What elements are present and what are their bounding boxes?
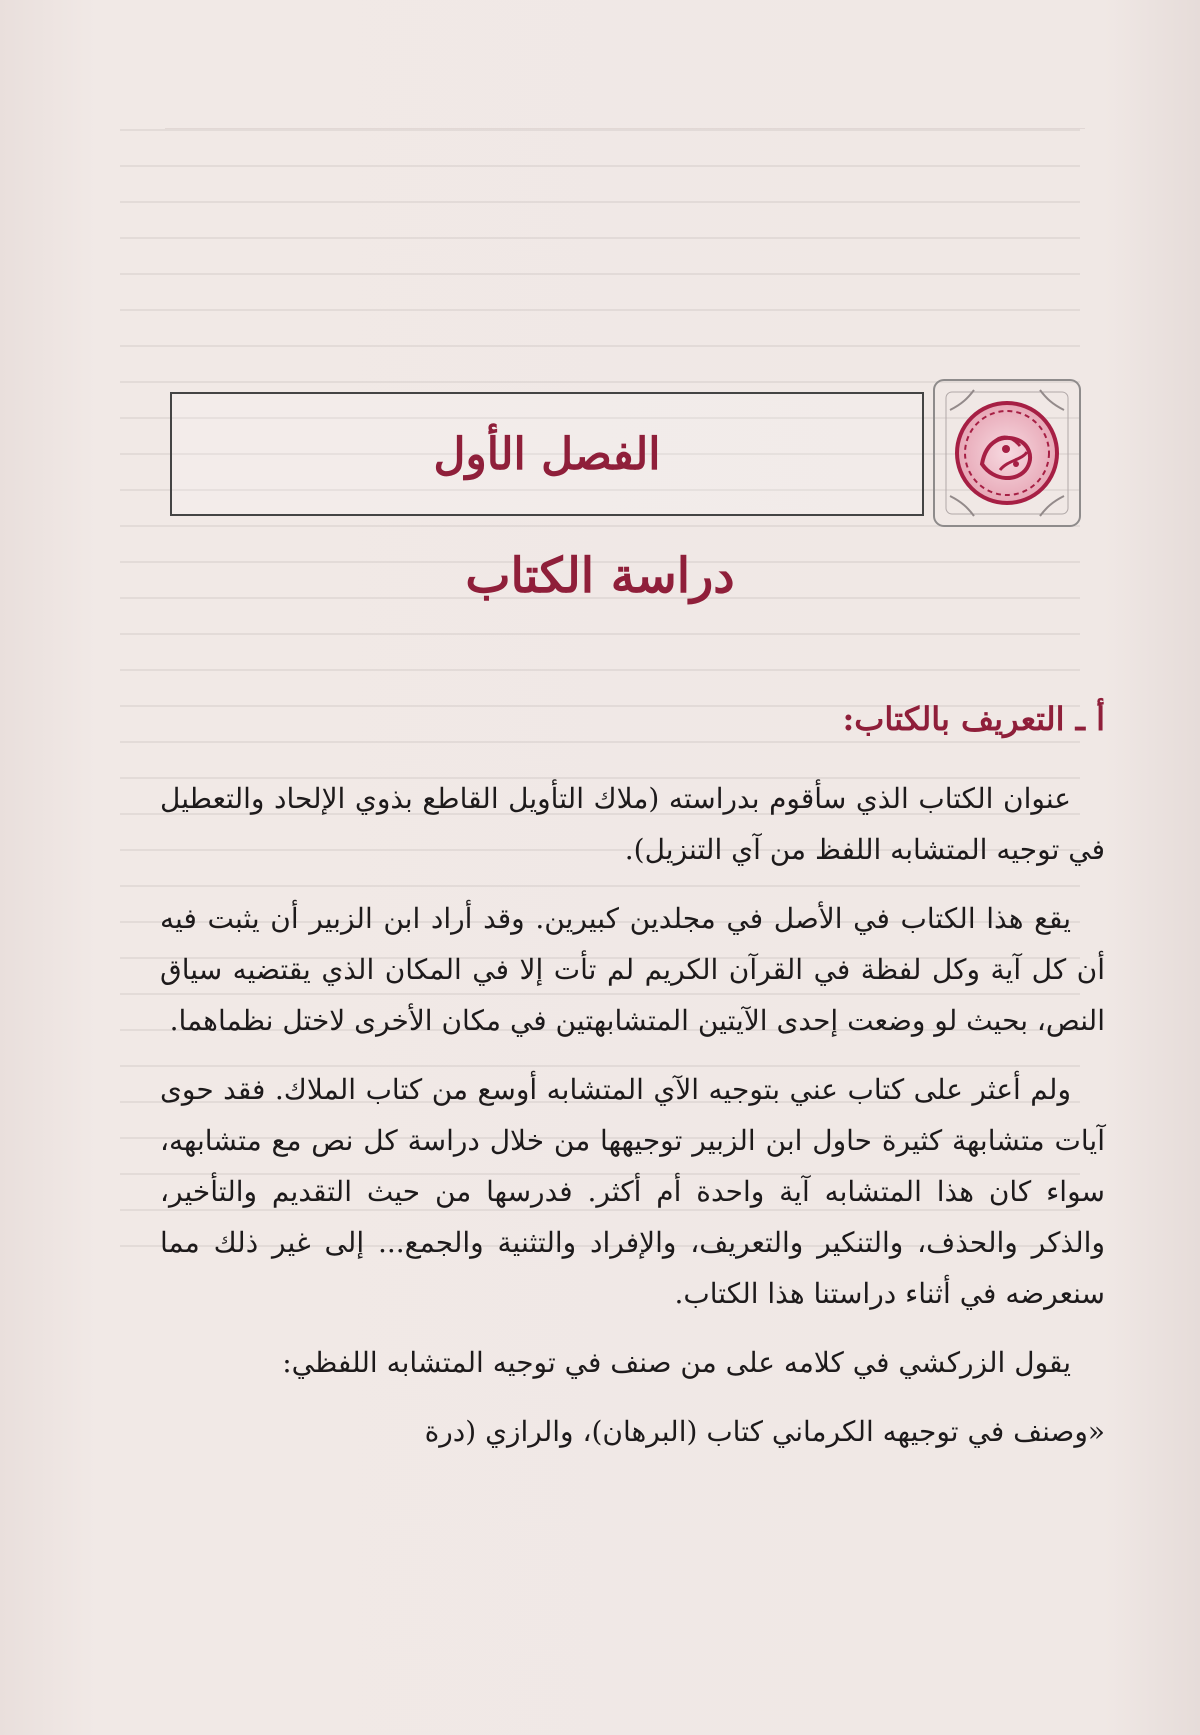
chapter-title: الفصل الأول bbox=[433, 428, 661, 480]
paragraph-3: ولم أعثر على كتاب عني بتوجيه الآي المتشابه أوسع من كتاب الملاك. فقد حوى آيات متشابهة كثيرة حاول ابن الزبير توجيهها من خلال دراسة كل نص مع متشابهه، سواء كان هذا المتشابه آية واحدة أم أكثر. فدرسها من حيث التقديم والتأخير، والذكر والحذف، والتنكير والتعريف، والإفراد والتثنية والجمع... إلى غير ذلك مما سنعرضه في أثناء دراستنا هذا الكتاب. bbox=[160, 1073, 1105, 1310]
subheading: أ ـ التعريف بالكتاب: bbox=[842, 700, 1105, 738]
paragraph-4: يقول الزركشي في كلامه على من صنف في توجيه المتشابه اللفظي: bbox=[282, 1345, 1071, 1379]
main-text bbox=[160, 690, 1105, 1476]
ornament-icon bbox=[930, 376, 1084, 530]
paragraph-2: يقع هذا الكتاب في الأصل في مجلدين كبيرين. وقد أراد ابن الزبير أن يثبت فيه أن كل آية وكل لفظة في القرآن الكريم لم تأت إلا في المكان الذي يقتضيه سياق النص، بحيث لو وضعت إحدى الآيتين المتشابهتين في مكان الأخرى لاختل نظماهما. bbox=[160, 902, 1105, 1038]
chapter-title-box bbox=[170, 392, 924, 516]
quote-line: «وصنف في توجيهه الكرماني كتاب (البرهان)، والرازي (درة bbox=[424, 1414, 1105, 1448]
bleed-through-header bbox=[165, 112, 1085, 129]
paragraph-1: عنوان الكتاب الذي سأقوم بدراسته (ملاك التأويل القاطع بذوي الإلحاد والتعطيل في توجيه المتشابه اللفظ من آي التنزيل). bbox=[160, 782, 1105, 867]
section-title: دراسة الكتاب bbox=[465, 548, 735, 604]
